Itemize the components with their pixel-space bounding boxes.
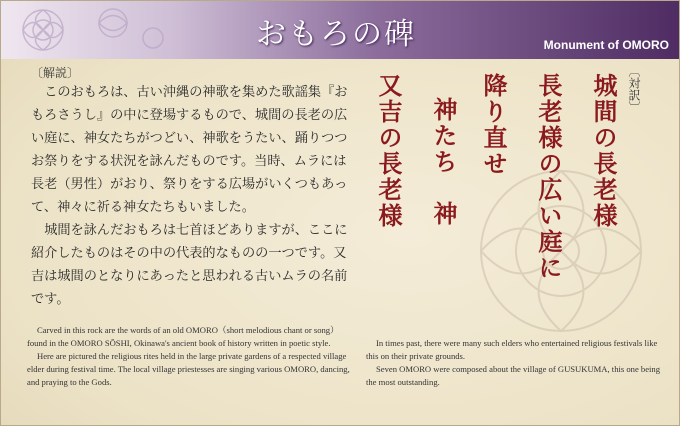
- commentary-paragraph: このおもろは、古い沖縄の神歌を集めた歌謡集『おもろさうし』の中に登場するもので、城間の長老の広い庭に、神女たちがつどい、神歌をうたい、踊りつつお祭りをする状況を詠んだものです。当時、ムラには長老（男性）がおり、祭りをする広場がいくつもあって、神々に祈る神女たちもいました。: [31, 85, 348, 215]
- header-bar: [1, 1, 680, 59]
- translation-line: 降り直せ: [479, 73, 508, 177]
- page-subtitle: Monument of OMORO: [543, 38, 669, 52]
- translation-tag: 〔対訳〕: [627, 65, 641, 113]
- translation-line: 長老様の広い庭に: [534, 73, 563, 281]
- english-paragraph: Carved in this rock are the words of an old OMORO（short melodious chant or song）found in the OMORO SŌSHI, Okinawa's ancient book of history written in poetic style.: [27, 325, 339, 348]
- page-title: おもろの碑: [256, 17, 416, 52]
- english-paragraph: Here are pictured the religious rites held in the large private gardens of a respected village elder during festival time. The local village priestesses are singing various OMORO, dancing, and praying to the Gods.: [27, 351, 350, 387]
- translation-line: 神たち 神: [429, 97, 458, 227]
- commentary-text: [31, 81, 351, 311]
- translation-line: 城間の長老様: [589, 73, 618, 229]
- english-description-right: [366, 337, 666, 389]
- english-paragraph: Seven OMORO were composed about the village of GUSUKUMA, this one being the most outstanding.: [366, 364, 661, 387]
- flower-pattern-icon: [3, 3, 183, 57]
- english-paragraph: In times past, there were many such elders who entertained religious festivals like this on their private grounds.: [366, 338, 658, 361]
- english-description-left: [27, 324, 357, 389]
- commentary-paragraph: 城間を詠んだおもろは七首ほどありますが、ここに紹介したものはその中の代表的なものの一つです。又吉は城間のとなりにあったと思われる古いムラの名前です。: [31, 223, 348, 307]
- commentary-tag: 〔解説〕: [31, 66, 80, 80]
- translation-line: 又吉の長老様: [374, 73, 403, 229]
